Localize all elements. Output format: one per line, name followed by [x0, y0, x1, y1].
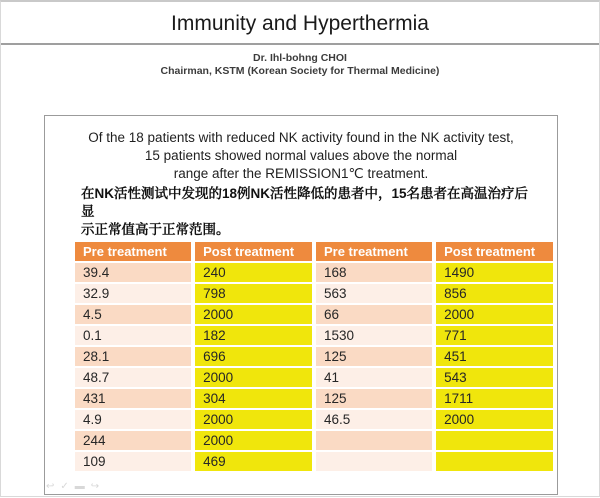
- author-affiliation: Chairman, KSTM (Korean Society for Thermal Medicine): [160, 64, 440, 77]
- column-header-3: Pre treatment: [316, 242, 432, 261]
- cell-pre2: 563: [316, 284, 432, 303]
- author-block: [1, 52, 599, 77]
- column-header-4: Post treatment: [436, 242, 553, 261]
- table-row: [75, 284, 553, 303]
- cell-post1: 2000: [195, 305, 312, 324]
- cell-pre2: 46.5: [316, 410, 432, 429]
- author-name: Dr. Ihl-bohng CHOI: [253, 52, 347, 64]
- column-header-1: Pre treatment: [75, 242, 191, 261]
- cell-pre1: 4.9: [75, 410, 191, 429]
- cell-post1: 182: [195, 326, 312, 345]
- cell-post2: 771: [436, 326, 553, 345]
- cell-pre2: [316, 431, 432, 450]
- cell-pre1: 244: [75, 431, 191, 450]
- table-row: [75, 452, 553, 471]
- cell-post2: [436, 431, 553, 450]
- summary-en-line3: range after the REMISSION1℃ treatment.: [173, 166, 429, 181]
- table-head: [75, 242, 553, 261]
- column-header-2: Post treatment: [195, 242, 312, 261]
- redo-icon[interactable]: ↪: [90, 481, 100, 492]
- table-row: [75, 410, 553, 429]
- cell-pre2: 125: [316, 347, 432, 366]
- summary-en-line2: 15 patients showed normal values above the normal: [144, 148, 458, 163]
- cell-pre1: 48.7: [75, 368, 191, 387]
- cell-pre1: 32.9: [75, 284, 191, 303]
- summary-zh-line1: 在NK活性测试中发现的18例NK活性降低的患者中，15名患者在高温治疗后显: [81, 186, 529, 219]
- cell-pre2: 125: [316, 389, 432, 408]
- cell-pre2: [316, 452, 432, 471]
- cell-pre2: 1530: [316, 326, 432, 345]
- footer-toolbar: [46, 482, 99, 492]
- cell-post2: [436, 452, 553, 471]
- cell-pre1: 28.1: [75, 347, 191, 366]
- summary-chinese: [81, 185, 539, 239]
- cell-post2: 2000: [436, 410, 553, 429]
- cell-post1: 469: [195, 452, 312, 471]
- nk-activity-table: [71, 240, 557, 473]
- cell-post1: 240: [195, 263, 312, 282]
- cell-post2: 2000: [436, 305, 553, 324]
- table-row: [75, 326, 553, 345]
- cell-pre1: 109: [75, 452, 191, 471]
- cell-post2: 451: [436, 347, 553, 366]
- cell-post2: 856: [436, 284, 553, 303]
- table-row: [75, 347, 553, 366]
- slide-header: [1, 2, 599, 45]
- undo-icon[interactable]: ↩: [46, 481, 55, 492]
- cell-pre2: 66: [316, 305, 432, 324]
- table-row: [75, 305, 553, 324]
- summary-zh-line2: 示正常值高于正常范围。: [81, 222, 230, 237]
- summary-english: [45, 129, 557, 183]
- check-icon[interactable]: ✓: [60, 481, 69, 492]
- cell-pre2: 168: [316, 263, 432, 282]
- cell-pre1: 0.1: [75, 326, 191, 345]
- cell-post1: 304: [195, 389, 312, 408]
- cell-pre1: 4.5: [75, 305, 191, 324]
- table-row: [75, 263, 553, 282]
- table-body: [75, 263, 553, 471]
- cell-pre1: 431: [75, 389, 191, 408]
- content-card: [44, 115, 558, 495]
- table-header-row: [75, 242, 553, 261]
- table-row: [75, 389, 553, 408]
- rect-icon[interactable]: ▬: [74, 481, 85, 492]
- summary-en-line1: Of the 18 patients with reduced NK activity found in the NK activity test,: [88, 130, 514, 145]
- cell-post1: 2000: [195, 368, 312, 387]
- cell-post1: 2000: [195, 431, 312, 450]
- cell-post1: 798: [195, 284, 312, 303]
- cell-post1: 696: [195, 347, 312, 366]
- page-title: Immunity and Hyperthermia: [171, 11, 429, 35]
- cell-post2: 1490: [436, 263, 553, 282]
- cell-post2: 1711: [436, 389, 553, 408]
- cell-post2: 543: [436, 368, 553, 387]
- cell-pre1: 39.4: [75, 263, 191, 282]
- table-row: [75, 431, 553, 450]
- table-row: [75, 368, 553, 387]
- cell-pre2: 41: [316, 368, 432, 387]
- cell-post1: 2000: [195, 410, 312, 429]
